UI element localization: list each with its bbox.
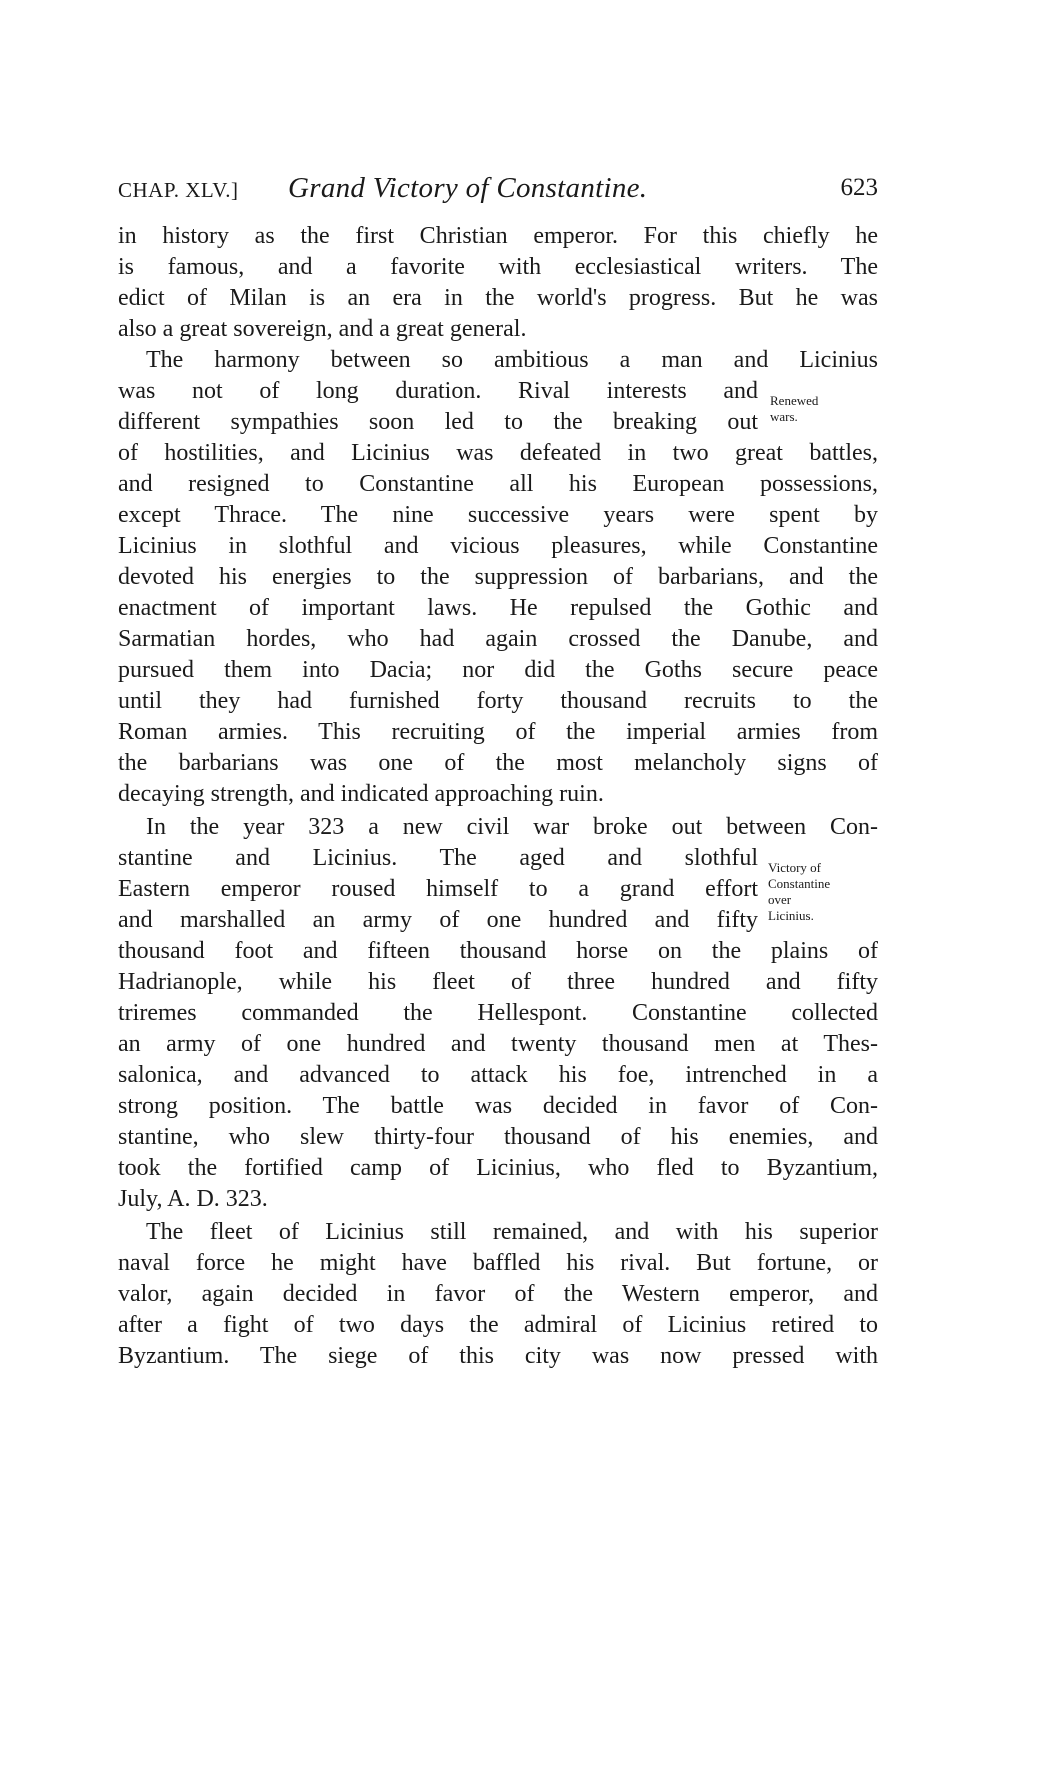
text-line: took the fortified camp of Licinius, who fled to Byzantium, [118,1155,878,1181]
page-number: 623 [840,174,878,201]
text-line: the barbarians was one of the most melancholy signs of [118,750,878,776]
text-line: is famous, and a favorite with ecclesiastical writers. The [118,254,878,280]
text-line: Hadrianople, while his fleet of three hundred and fifty [118,969,878,995]
text-line: edict of Milan is an era in the world's progress. But he was [118,285,878,311]
text-line: until they had furnished forty thousand recruits to the [118,688,878,714]
margin-note-victory: over [768,892,792,907]
text-line: different sympathies soon led to the breaking out [118,409,758,435]
chapter-label: CHAP. XLV.] [118,178,239,202]
text-line: strong position. The battle was decided in favor of Con- [118,1093,878,1119]
text-line: naval force he might have baffled his rival. But fortune, or [118,1250,878,1276]
text-line: also a great sovereign, and a great general. [118,316,527,342]
margin-note-victory: Licinius. [768,908,814,923]
text-line: Eastern emperor roused himself to a grand effort [118,876,758,902]
text-line: and marshalled an army of one hundred and fifty [118,907,758,933]
text-line: after a fight of two days the admiral of Licinius retired to [118,1312,878,1338]
text-line: in history as the first Christian emperor. For this chiefly he [118,223,878,249]
text-line: except Thrace. The nine successive years were spent by [118,502,878,528]
text-line: salonica, and advanced to attack his foe, intrenched in a [118,1062,878,1088]
text-line: devoted his energies to the suppression of barbarians, and the [118,564,878,590]
text-line: Sarmatian hordes, who had again crossed the Danube, and [118,626,878,652]
text-line: triremes commanded the Hellespont. Constantine collected [118,1000,878,1026]
margin-note-renewed: Renewed [770,393,819,408]
text-line: was not of long duration. Rival interests and [118,378,758,404]
text-line: and resigned to Constantine all his European possessions, [118,471,878,497]
text-line: of hostilities, and Licinius was defeated in two great battles, [118,440,878,466]
margin-note-renewed: wars. [770,409,798,424]
text-line: thousand foot and fifteen thousand horse on the plains of [118,938,878,964]
text-line: The fleet of Licinius still remained, and with his superior [146,1219,878,1245]
text-line: enactment of important laws. He repulsed the Gothic and [118,595,878,621]
text-line: The harmony between so ambitious a man and Licinius [146,347,878,373]
text-line: pursued them into Dacia; nor did the Goths secure peace [118,657,878,683]
text-line: Roman armies. This recruiting of the imperial armies from [118,719,878,745]
text-line: decaying strength, and indicated approaching ruin. [118,781,604,807]
text-line: stantine, who slew thirty-four thousand of his enemies, and [118,1124,878,1150]
text-line: valor, again decided in favor of the Western emperor, and [118,1281,878,1307]
text-line: Byzantium. The siege of this city was now pressed with [118,1343,878,1369]
text-line: In the year 323 a new civil war broke out between Con- [146,814,878,840]
margin-note-victory: Victory of [768,860,822,875]
text-line: Licinius in slothful and vicious pleasures, while Constantine [118,533,878,559]
text-line: an army of one hundred and twenty thousand men at Thes- [118,1031,878,1057]
text-line: July, A. D. 323. [118,1186,268,1212]
margin-note-victory: Constantine [768,876,831,891]
running-title: Grand Victory of Constantine. [288,172,648,204]
text-line: stantine and Licinius. The aged and slothful [118,845,758,871]
